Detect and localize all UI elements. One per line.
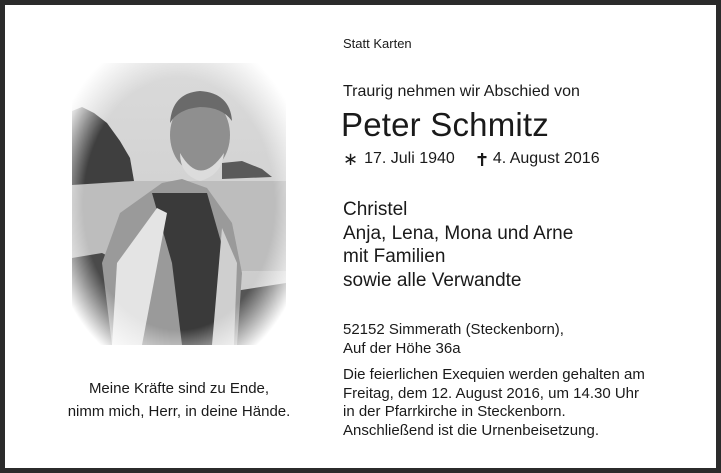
birth-date: 17. Juli 1940 — [364, 150, 455, 167]
mourner-line: Christel — [343, 199, 408, 220]
verse-line: nimm mich, Herr, in deine Hände. — [67, 403, 291, 420]
portrait-photo — [72, 63, 286, 345]
birth-star-icon: ∗ — [343, 149, 359, 169]
service-line: in der Pfarrkirche in Steckenborn. — [343, 403, 566, 420]
address-line: 52152 Simmerath (Steckenborn), — [343, 321, 564, 338]
service-line: Freitag, dem 12. August 2016, um 14.30 Uhr — [343, 384, 640, 402]
death-date: 4. August 2016 — [492, 150, 600, 167]
service-line: Anschließend ist die Urnenbeisetzung. — [343, 421, 599, 439]
verse — [45, 377, 313, 423]
mourner-line: sowie alle Verwandte — [343, 269, 522, 291]
verse-line: Meine Kräfte sind zu Ende, — [88, 380, 270, 397]
cross-icon — [477, 153, 487, 166]
life-dates — [343, 150, 600, 168]
address — [343, 320, 564, 358]
mourner-line: mit Familien — [343, 246, 446, 267]
address-line: Auf der Höhe 36a — [343, 340, 461, 357]
mourner-line: Anja, Lena, Mona und Arne — [343, 222, 574, 244]
service-info — [343, 366, 645, 440]
mourners-list — [343, 198, 573, 292]
service-line: Die feierlichen Exequien werden gehalten am — [343, 366, 645, 383]
pretitle: Statt Karten — [343, 36, 412, 51]
intro-text: Traurig nehmen wir Abschied von — [343, 83, 580, 100]
deceased-name: Peter Schmitz — [341, 106, 549, 143]
